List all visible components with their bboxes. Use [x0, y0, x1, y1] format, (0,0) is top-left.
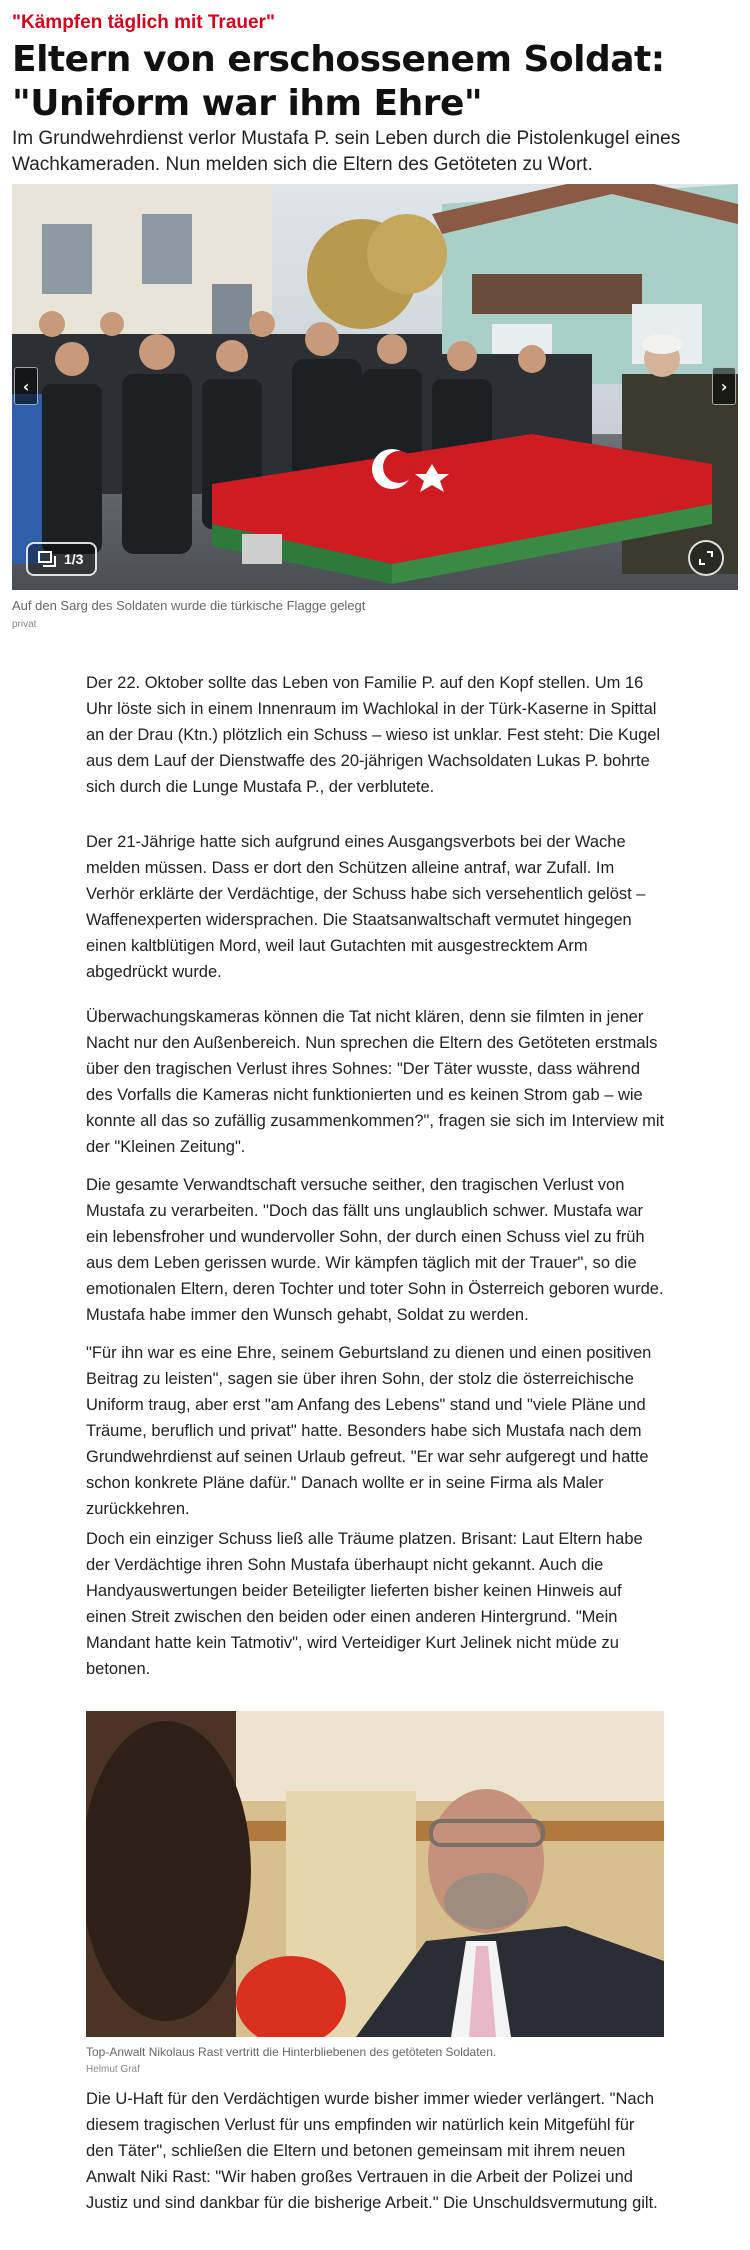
- lawyer-photo-caption: Top-Anwalt Nikolaus Rast vertritt die Hinterbliebenen des getöteten Soldaten.: [86, 2045, 497, 2059]
- gallery-next-button[interactable]: [712, 367, 736, 405]
- body-paragraph-4: Die gesamte Verwandtschaft versuche seither, den tragischen Verlust von Mustafa zu verarbeiten. "Doch das fällt uns unglaublich schwer. Mustafa war ein lebensfroher und wundervoller Sohn, der durch einen Schuss viel zu früh aus dem Leben gerissen wurde. Wir kämpfen täglich mit der Trauer", so die emotionalen Eltern, deren Tochter und toter Sohn in Österreich geboren wurde. Mustafa habe immer den Wunsch gehabt, Soldat zu werden.: [86, 1176, 664, 1324]
- lawyer-photo-image: [86, 1711, 664, 2037]
- headline: Eltern von erschossenem Soldat: "Uniform war ihm Ehre": [12, 39, 665, 124]
- gallery-counter[interactable]: [26, 542, 97, 576]
- image-caption: Auf den Sarg des Soldaten wurde die türkische Flagge gelegt: [12, 598, 366, 613]
- gallery-prev-button[interactable]: [14, 367, 38, 405]
- lead-paragraph: Im Grundwehrdienst verlor Mustafa P. sein Leben durch die Pistolenkugel eines Wachkameraden. Nun melden sich die Eltern des Getöteten zu Wort.: [12, 128, 681, 175]
- body-paragraph-5: "Für ihn war es eine Ehre, seinem Geburtsland zu dienen und einen positiven Beitrag zu leisten", sagen sie über ihren Sohn, der stolz die österreichische Uniform traug, aber erst "am Anfang des Lebens" stand und "viele Pläne und Träume, beruflich und privat" hatte. Besonders habe sich Mustafa nach dem Grundwehrdienst auf seinen Urlaub gefreut. "Er war sehr aufgeregt und hatte schon konkrete Pläne dafür." Danach wollte er in seine Firma als Maler zurückkehren.: [86, 1344, 652, 1518]
- kicker: "Kämpfen täglich mit Trauer": [12, 12, 275, 33]
- body-paragraph-1: Der 22. Oktober sollte das Leben von Familie P. auf den Kopf stellen. Um 16 Uhr löste sich in einem Innenraum im Wachlokal in der Türk-Kaserne in Spittal an der Drau (Ktn.) plötzlich ein Schuss – wieso ist unklar. Fest steht: Die Kugel aus dem Lauf der Dienstwaffe des 20-jährigen Wachsoldaten Lukas P. bohrte sich durch die Lunge Mustafa P., der verblutete.: [86, 674, 661, 796]
- body-paragraph-6: Doch ein einziger Schuss ließ alle Träume platzen. Brisant: Laut Eltern habe der Verdächtige ihren Sohn Mustafa überhaupt nicht gekannt. Auch die Handyauswertungen beider Beteiligter lieferten bisher keinen Hinweis auf einen Streit zwischen den beiden oder einen anderen Hintergrund. "Mein Mandant hatte kein Tatmotiv", wird Verteidiger Kurt Jelinek nicht müde zu betonen.: [86, 1530, 643, 1678]
- fullscreen-button[interactable]: [688, 540, 724, 576]
- lawyer-photo: [86, 1711, 664, 2037]
- body-paragraph-2: Der 21-Jährige hatte sich aufgrund eines Ausgangsverbots bei der Wache melden müssen. Dass er dort den Schützen alleine antraf, war Zufall. Im Verhör erklärte der Verdächtige, der Schuss habe sich versehentlich gelöst – Waffenexperten widersprachen. Die Staatsanwaltschaft vermutet hingegen einen kaltblütigen Mord, weil laut Gutachten mit ausgestrecktem Arm abgedrückt wurde.: [86, 833, 646, 981]
- body-paragraph-3: Überwachungskameras können die Tat nicht klären, denn sie filmten in jener Nacht nur den Außenbereich. Nun sprechen die Eltern des Getöteten erstmals über den tragischen Verlust ihres Sohnes: "Der Täter wusste, dass während des Vorfalls die Kameras nicht funktionierten und es keinen Strom gab – wie konnte all das so zufällig zusammenkommen?", fragen sie sich im Interview mit der "Kleinen Zeitung".: [86, 1008, 665, 1156]
- expand-icon: [698, 550, 714, 566]
- gallery-icon: [38, 551, 56, 567]
- funeral-photo: [12, 184, 738, 590]
- chevron-left-icon: ‹: [22, 376, 30, 396]
- image-gallery[interactable]: [12, 184, 738, 590]
- lawyer-photo-credit: Helmut Graf: [86, 2064, 140, 2075]
- chevron-right-icon: ›: [720, 376, 728, 396]
- image-credit: privat: [12, 619, 37, 630]
- body-paragraph-7: Die U-Haft für den Verdächtigen wurde bisher immer wieder verlängert. "Nach diesem tragischen Verlust für uns empfinden wir natürlich kein Mitgefühl für den Täter", schließen die Eltern und betonen gemeinsam mit ihrem neuen Anwalt Niki Rast: "Wir haben großes Vertrauen in die Arbeit der Polizei und Justiz und sind dankbar für die bisherige Arbeit." Die Unschuldsvermutung gilt.: [86, 2090, 658, 2212]
- gallery-counter-label: 1/3: [64, 551, 84, 567]
